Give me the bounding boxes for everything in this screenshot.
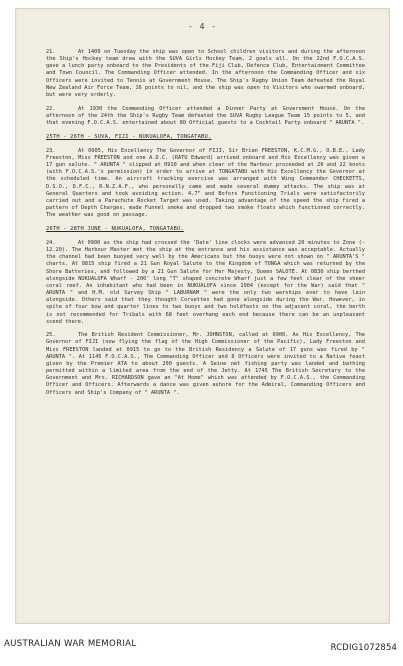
paragraph-text: The British Resident Commissioner, Mr. JOHNSTON, called at 0900. As His Excellency, The Governor of FIJI (now flying the flag of the High Commissioner of the Pacific), Lady Freeston and Miss FREESTON landed at 0915 to go to the British Residency a Salute of 17 guns was fired by " ARUNTA ". At 1145 F.O.C.A.S., The Commanding Officer and 8 Officers were invited to a Native feast given by the Premier ATA to about 200 guests. A Seine net fishing party was landed and bathing permitted within a limited area from the end of the Jetty. At 1745 The British Secretary to the Government and Mrs. RICHARDSON gave an "At Home" which was attended by F.O.C.A.S., the Commanding Officer and Officers. Afterwards a dance was given ashore for the Admiral, Commanding Officers and Officers and Ship's Company of " ARUNTA ". bbox=[46, 332, 365, 396]
paragraph bbox=[46, 332, 365, 396]
paragraph-text: At 1930 the Commanding Officer attended a Dinner Party at Government House. On the afternoon of the 24th the Ship's Rugby Team defeated the SUVA Rugby League Team 15 points to 5, and that evening F.O.C.A.S. entertained about 80 Official guests to a Cocktail Party onboard " ARUNTA ". bbox=[46, 105, 365, 126]
page-number: - 4 - bbox=[187, 22, 218, 31]
paragraph-number: 23. bbox=[46, 147, 56, 154]
section-heading: 25TH - 26TH - SUVA, FIJI - NUKUALOFA, TONGATABU. bbox=[46, 133, 212, 140]
paragraph bbox=[46, 49, 365, 99]
document-body bbox=[46, 49, 365, 403]
record-id: RCDIG1072854 bbox=[330, 642, 397, 652]
paragraph-number: 22. bbox=[46, 105, 56, 112]
paragraph-number: 24. bbox=[46, 239, 56, 246]
archive-footer bbox=[0, 630, 403, 666]
section-heading: 26TH - 28TH JUNE - NUKUALOFA, TONGATABU. bbox=[46, 225, 184, 232]
archive-name: AUSTRALIAN WAR MEMORIAL bbox=[4, 639, 137, 649]
paragraph bbox=[46, 106, 365, 127]
paragraph-text: At 1400 on Tuesday the ship was open to School children visitors and during the afternoon the Ship's Hockey team drew with the SUVA Girls Hockey Team, 2 goals all. On the 22nd F.O.C.A.S. gave a lunch party onboard to the Presidents of the Fiji Club, Defence Club, Entertainment Committee and Town Council. The Commanding Officer attended. In the afternoon the Commanding Officer and six Officers were invited to Tennis at Government House. The Ship's Rugby Union Team defeated the Royal New Zealand Air Force Team, 16 points to nil, and the ship was open to Visitors who swarmed onboard, but were very orderly. bbox=[46, 49, 365, 98]
document-page bbox=[15, 8, 390, 624]
paragraph-text: At 0905, His Excellency The Governor of FIJI, Sir Brian FREESTON, K.C.M.G., O.B.E., Lady Freeston, Miss FREESTON and one A.D.C. (RATU Edward) arrived onboard and His Excellency was given a 17 gun salute. " ARUNTA " slipped at 0910 and when clear of the Harbour proceeded at 20 and 22 knots (with F.O.C.A.S.'s permission) in order to arrive at TONGATABU with His Excellency the Governor at the scheduled time. An aircraft tracking exercise was arranged with Wing Commander CHECKETTS, D.S.O., D.F.C., R.N.Z.A.F., who personally came and made several dummy attacks. The ship was at General Quarters and took avoiding action. 4.7" and Bofors Functioning Trials were satisfactorily carried out and a Parachute Rocket Target was used. Taking advantage of the speed the ship fired a pattern of Depth Charges, made Funnel smoke and dropped two smoke floats which functioned correctly. The weather was good on passage. bbox=[46, 147, 365, 219]
paragraph bbox=[46, 240, 365, 326]
paragraph bbox=[46, 148, 365, 220]
paragraph-number: 25. bbox=[46, 332, 56, 339]
paragraph-text: At 0900 as the ship had crossed the 'Date' line clocks were advanced 20 minutes to Zone (- 12.20). The Harbour Master met the ship at the entrance and his assistance was acceptable. Actually the channel had been buoyed very well by the Americans but the buoys were not shown on " ARUNTA'S " charts. At 0815 ship fired a 21 Gun Royal Salute to the Kingdom of TONGA which was returned by the Shore Batteries, and followed by a 21 Gun Salute for Her Majesty, Queen SALOTE. At 0830 ship berthed alongside NUKUALOFA Wharf - 200' long "T" shaped concrete Wharf just a few feet clear of the sheer coral reef. An inhabitant who had been in NUKUALOFA since 1904 (except for the War) said that " ARUNTA " and H.M. old Survey Ship " LABURNAM " were the only two warships ever to have lain alongside. Others said that they thought Corvettes had gone alongside during the War. However, in spite of four bow and quarter lines to two buoys and two holdfasts on the adjacent coral, the berth is not recommended for Tribals with 68 feet overhang each end because there can be an unpleasant scend there. bbox=[46, 239, 365, 325]
paragraph-number: 21. bbox=[46, 49, 56, 55]
